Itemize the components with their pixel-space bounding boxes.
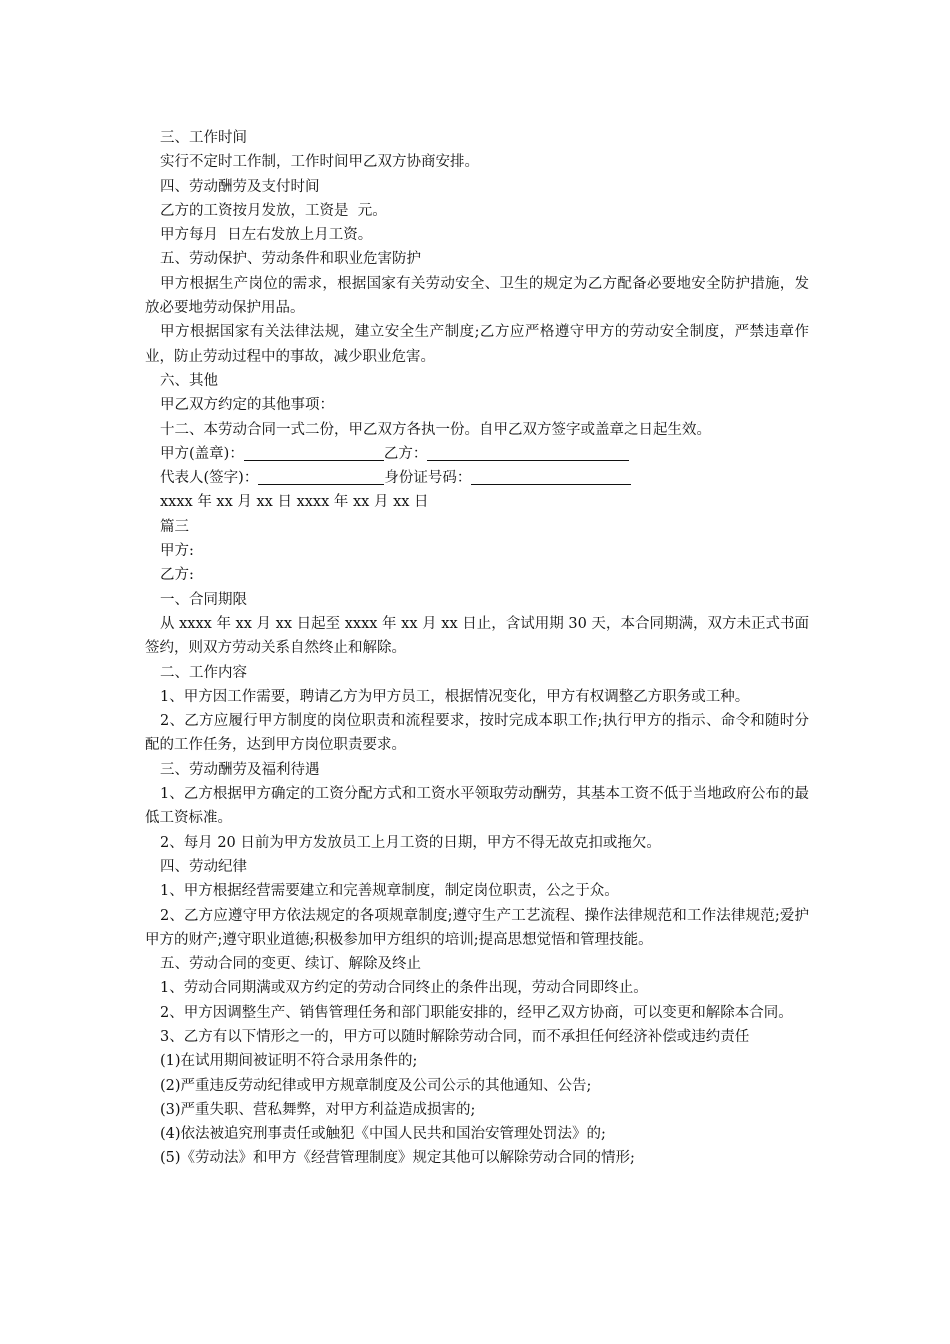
paragraph: 1、乙方根据甲方确定的工资分配方式和工资水平领取劳动酬劳，其基本工资不低于当地政府公布的最低工资标准。: [145, 786, 809, 827]
part-title: 篇三: [160, 518, 189, 535]
section-heading-term: 一、合同期限: [160, 591, 247, 608]
paragraph: 2、乙方应履行甲方制度的岗位职责和流程要求，按时完成本职工作;执行甲方的指示、命令和随时分配的工作任务，达到甲方岗位职责要求。: [145, 713, 809, 754]
paragraph: 从 xxxx 年 xx 月 xx 日起至 xxxx 年 xx 月 xx 日止，含试用期 30 天，本合同期满，双方未正式书面签约，则双方劳动关系自然终止和解除。: [145, 615, 809, 657]
signature-label-id-number: 身份证号码：: [384, 470, 472, 487]
section-heading-contract-changes: 五、劳动合同的变更、续订、解除及终止: [160, 956, 421, 973]
party-a-line: 甲方:: [160, 543, 194, 560]
signature-blank-party-a: [244, 445, 384, 461]
paragraph: 1、甲方根据经营需要建立和完善规章制度，制定岗位职责，公之于众。: [160, 883, 619, 900]
signature-dates: xxxx 年 xx 月 xx 日 xxxx 年 xx 月 xx 日: [160, 494, 429, 511]
list-item: (5)《劳动法》和甲方《经营管理制度》规定其他可以解除劳动合同的情形;: [160, 1150, 635, 1167]
signature-blank-party-b: [427, 445, 629, 461]
section-heading-protection: 五、劳动保护、劳动条件和职业危害防护: [160, 251, 421, 268]
section-heading-work-content: 二、工作内容: [160, 664, 247, 681]
signature-row-representative: [145, 466, 809, 490]
document-body: [145, 126, 809, 1171]
section-heading-other: 六、其他: [160, 372, 218, 389]
signature-blank-id-number: [471, 469, 631, 485]
paragraph: 2、甲方因调整生产、销售管理任务和部门职能安排的，经甲乙双方协商，可以变更和解除本合同。: [160, 1004, 793, 1021]
signature-row-parties: [145, 442, 809, 466]
paragraph: 十二、本劳动合同一式二份，甲乙双方各执一份。自甲乙双方签字或盖章之日起生效。: [160, 421, 711, 438]
paragraph: 3、乙方有以下情形之一的，甲方可以随时解除劳动合同，而不承担任何经济补偿或违约责任: [160, 1028, 750, 1045]
signature-label-party-a: 甲方(盖章)：: [160, 445, 244, 462]
paragraph: 1、劳动合同期满或双方约定的劳动合同终止的条件出现，劳动合同即终止。: [160, 980, 648, 997]
list-item: (3)严重失职、营私舞弊，对甲方利益造成损害的;: [160, 1101, 476, 1118]
party-b-line: 乙方:: [160, 567, 194, 584]
paragraph: 乙方的工资按月发放，工资是 元。: [160, 202, 387, 219]
section-heading-pay: 四、劳动酬劳及支付时间: [160, 178, 320, 195]
paragraph: 2、乙方应遵守甲方依法规定的各项规章制度;遵守生产工艺流程、操作法律规范和工作法律规范;爱护甲方的财产;遵守职业道德;积极参加甲方组织的培训;提高思想觉悟和管理技能。: [145, 907, 809, 948]
section-heading-compensation: 三、劳动酬劳及福利待遇: [160, 761, 320, 778]
paragraph: 2、每月 20 日前为甲方发放员工上月工资的日期，甲方不得无故克扣或拖欠。: [160, 834, 661, 851]
signature-label-party-b: 乙方：: [383, 445, 428, 462]
list-item: (4)依法被追究刑事责任或触犯《中国人民共和国治安管理处罚法》的;: [160, 1126, 606, 1143]
section-heading-work-hours: 三、工作时间: [160, 130, 247, 146]
list-item: (1)在试用期间被证明不符合录用条件的;: [160, 1053, 418, 1070]
list-item: (2)严重违反劳动纪律或甲方规章制度及公司公示的其他通知、公告;: [160, 1077, 592, 1094]
section-heading-discipline: 四、劳动纪律: [160, 858, 247, 875]
signature-blank-representative: [258, 469, 384, 485]
signature-label-representative: 代表人(签字)：: [160, 470, 259, 487]
paragraph: 甲方根据生产岗位的需求，根据国家有关劳动安全、卫生的规定为乙方配备必要地安全防护措施，发放必要地劳动保护用品。: [145, 275, 809, 317]
paragraph: 实行不定时工作制，工作时间甲乙双方协商安排。: [160, 154, 479, 171]
paragraph: 1、甲方因工作需要，聘请乙方为甲方员工，根据情况变化，甲方有权调整乙方职务或工种。: [160, 688, 750, 705]
paragraph: 甲方根据国家有关法律法规，建立安全生产制度;乙方应严格遵守甲方的劳动安全制度，严禁违章作业，防止劳动过程中的事故，减少职业危害。: [145, 324, 809, 365]
paragraph: 甲方每月 日左右发放上月工资。: [160, 227, 373, 244]
paragraph: 甲乙双方约定的其他事项：: [160, 397, 334, 414]
